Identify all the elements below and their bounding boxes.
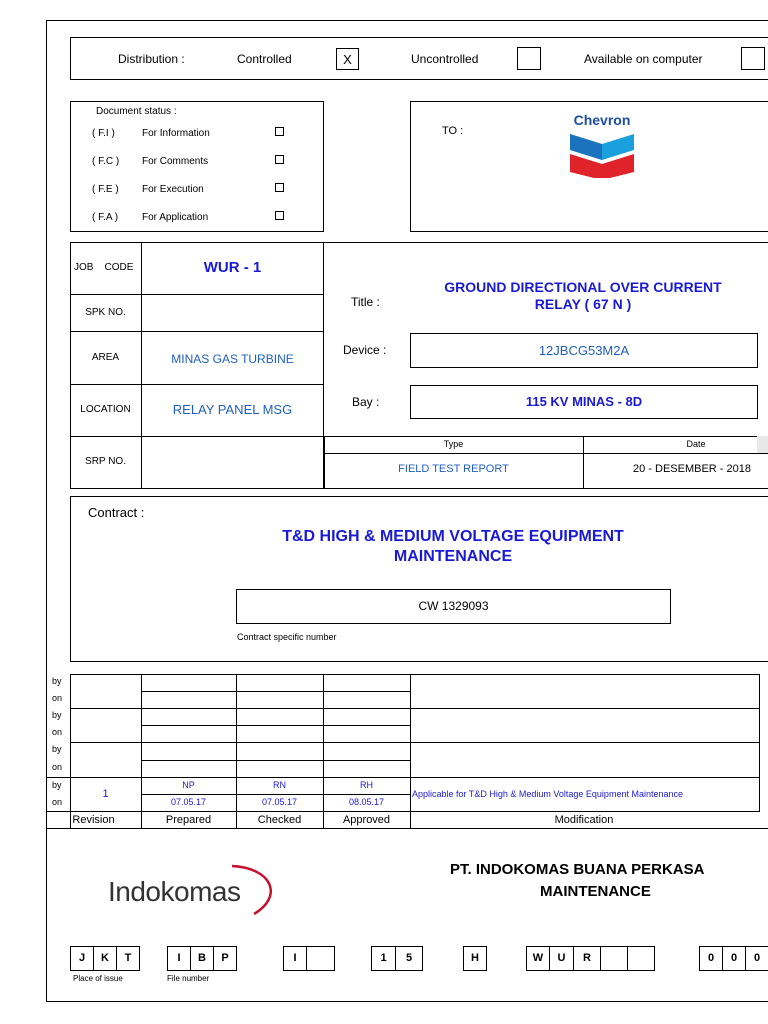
- file-caption: File number: [167, 974, 210, 983]
- file-cell: U: [549, 946, 574, 971]
- place-caption: Place of issue: [73, 974, 123, 983]
- device-label: Device :: [343, 343, 387, 357]
- on-label: on: [52, 693, 63, 703]
- status-checkbox-fc[interactable]: [275, 155, 284, 164]
- status-code: ( F.E ): [92, 184, 119, 195]
- controlled-mark: X: [343, 52, 352, 67]
- place-cell: J: [70, 946, 94, 971]
- checked-by: RN: [273, 780, 286, 790]
- date-header: Date: [686, 439, 706, 449]
- controlled-checkbox[interactable]: [336, 48, 359, 70]
- file-cell: [627, 946, 655, 971]
- file-cell: I: [283, 946, 307, 971]
- controlled-label: Controlled: [237, 52, 292, 66]
- spk-label: SPK NO.: [85, 307, 126, 318]
- modification-value: Applicable for T&D High & Medium Voltage Equipment Maintenance: [412, 789, 683, 799]
- revision-header: Revision: [72, 814, 115, 826]
- file-cell: 0: [699, 946, 723, 971]
- file-cell: 1: [371, 946, 396, 971]
- prepared-on: 07.05.17: [170, 797, 207, 807]
- contract-number: CW 1329093: [418, 599, 489, 613]
- uncontrolled-checkbox[interactable]: [517, 47, 541, 70]
- file-cell: W: [526, 946, 550, 971]
- indokomas-swoosh-icon: [104, 862, 284, 918]
- place-cell: K: [93, 946, 117, 971]
- area-label: AREA: [91, 352, 120, 363]
- place-cell: T: [116, 946, 140, 971]
- status-label: For Comments: [142, 156, 209, 167]
- type-header: Type: [443, 439, 464, 449]
- chevron-logo: [562, 112, 642, 178]
- distribution-label: Distribution :: [118, 52, 185, 66]
- title-value-line1: GROUND DIRECTIONAL OVER CURRENT: [444, 279, 722, 295]
- chevron-emblem-icon: [562, 130, 642, 178]
- contract-title-line2: MAINTENANCE: [393, 548, 513, 565]
- device-value: 12JBCG53M2A: [538, 343, 630, 358]
- job-code-label: JOB CODE: [74, 262, 134, 273]
- document-status-title: Document status :: [96, 106, 177, 117]
- file-cell: I: [167, 946, 191, 971]
- contract-title-line1: T&D HIGH & MEDIUM VOLTAGE EQUIPMENT: [282, 528, 624, 545]
- bay-label: Bay :: [352, 395, 380, 409]
- modification-header: Modification: [554, 814, 614, 826]
- approved-by: RH: [360, 780, 373, 790]
- title-label: Title :: [351, 295, 380, 309]
- file-cell: B: [190, 946, 214, 971]
- by-label: by: [52, 676, 62, 686]
- title-value-line2: RELAY ( 67 N ): [534, 296, 632, 312]
- status-checkbox-fa[interactable]: [275, 211, 284, 220]
- contract-number-caption: Contract specific number: [237, 632, 337, 642]
- indokomas-logo-text: Indokomas: [108, 876, 241, 907]
- file-cell: 5: [395, 946, 423, 971]
- by-label: by: [52, 780, 62, 790]
- file-cell: 0: [722, 946, 746, 971]
- status-label: For Application: [142, 212, 209, 223]
- location-label: LOCATION: [80, 404, 131, 415]
- chevron-logo-text: Chevron: [573, 112, 631, 128]
- approved-header: Approved: [342, 814, 391, 826]
- bay-field: [410, 385, 758, 419]
- file-cell: 0: [745, 946, 768, 971]
- status-code: ( F.C ): [92, 156, 120, 167]
- checked-header: Checked: [257, 814, 302, 826]
- contract-box: [70, 496, 768, 662]
- srp-label: SRP NO.: [85, 456, 126, 467]
- bay-value: 115 KV MINAS - 8D: [525, 394, 643, 409]
- checked-on: 07.05.17: [261, 797, 298, 807]
- available-label: Available on computer: [584, 52, 703, 66]
- status-code: ( F.I ): [92, 128, 115, 139]
- company-subtitle: MAINTENANCE: [540, 883, 651, 900]
- device-field: [410, 333, 758, 368]
- job-code-value: WUR - 1: [203, 259, 262, 276]
- available-checkbox[interactable]: [741, 47, 765, 70]
- contract-number-field: [236, 589, 671, 624]
- status-code: ( F.A ): [92, 212, 119, 223]
- revision-number: 1: [102, 788, 109, 800]
- type-value: FIELD TEST REPORT: [398, 463, 509, 475]
- file-cell: R: [573, 946, 601, 971]
- on-label: on: [52, 797, 63, 807]
- file-cell: P: [213, 946, 237, 971]
- on-label: on: [52, 762, 63, 772]
- uncontrolled-label: Uncontrolled: [411, 52, 479, 66]
- indokomas-logo: [104, 862, 284, 918]
- company-name: PT. INDOKOMAS BUANA PERKASA: [450, 861, 705, 878]
- approved-on: 08.05.17: [348, 797, 385, 807]
- location-value: RELAY PANEL MSG: [172, 402, 293, 417]
- status-checkbox-fi[interactable]: [275, 127, 284, 136]
- area-value: MINAS GAS TURBINE: [171, 352, 294, 366]
- file-cell: H: [463, 946, 487, 971]
- file-cell: [306, 946, 335, 971]
- by-label: by: [52, 744, 62, 754]
- to-label: TO :: [442, 125, 464, 137]
- contract-label: Contract :: [88, 505, 145, 520]
- on-label: on: [52, 727, 63, 737]
- status-checkbox-fe[interactable]: [275, 183, 284, 192]
- by-label: by: [52, 710, 62, 720]
- file-cell: [600, 946, 628, 971]
- status-label: For Information: [142, 128, 210, 139]
- prepared-by: NP: [182, 780, 195, 790]
- date-value: 20 - DESEMBER - 2018: [633, 463, 751, 475]
- prepared-header: Prepared: [165, 814, 212, 826]
- status-label: For Execution: [142, 184, 204, 195]
